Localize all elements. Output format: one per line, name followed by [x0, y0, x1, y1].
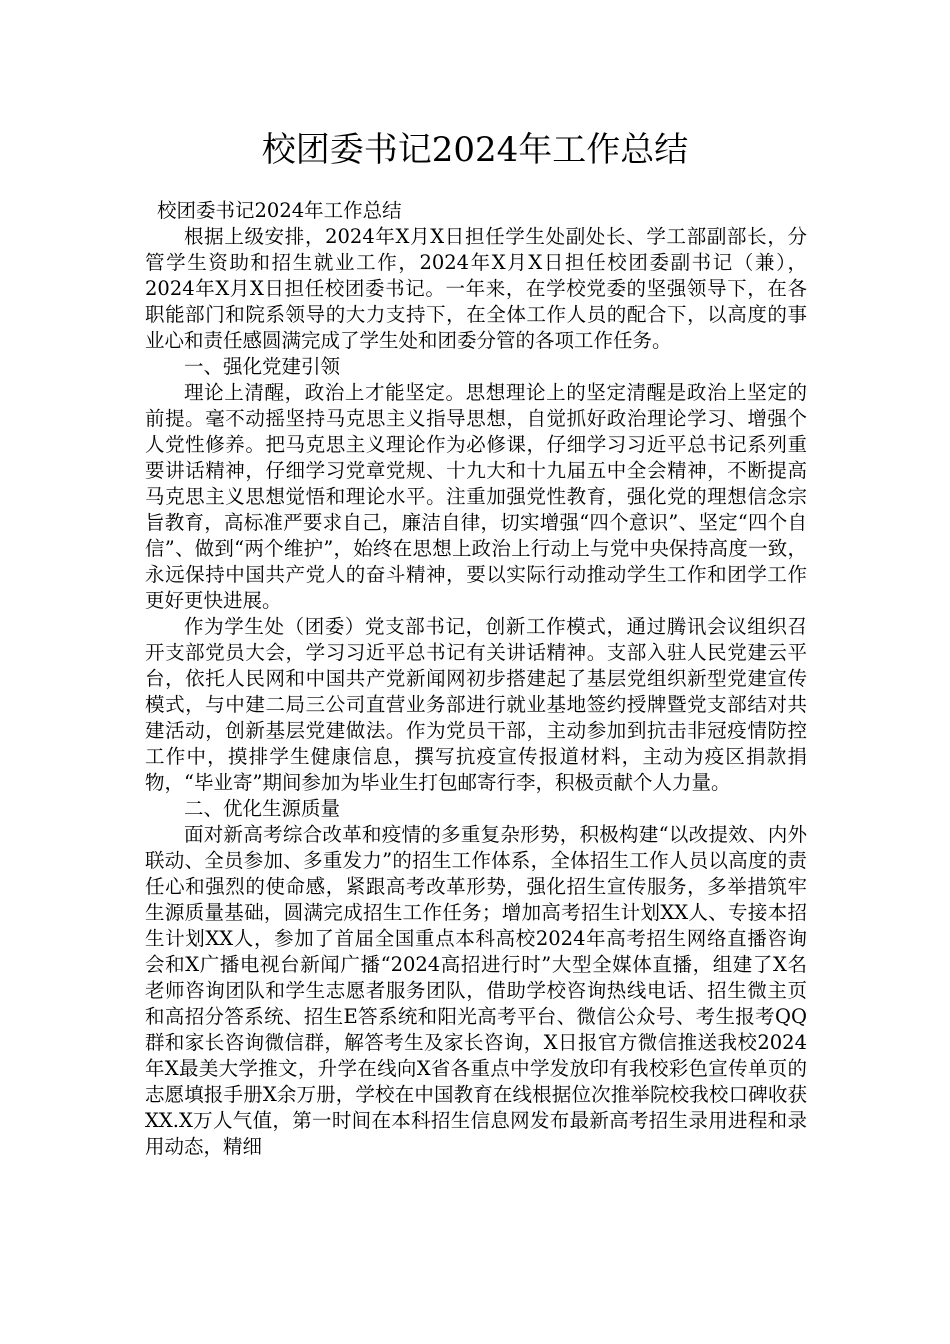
document-subtitle: 校团委书记2024年工作总结 — [157, 199, 402, 222]
paragraph-section1-part1: 理论上清醒，政治上才能坚定。思想理论上的坚定清醒是政治上坚定的前提。毫不动摇坚持马克思主义指导思想，自觉抓好政治理论学习、增强个人党性修养。把马克思主义理论作为必修课，仔细学习习近平总书记系列重要讲话精神，仔细学习党章党规、十九大和十九届五中全会精神，不断提高马克思主义思想觉悟和理论水平。注重加强党性教育，强化党的理想信念宗旨教育，高标准严要求自己，廉洁自律，切实增强“四个意识”、坚定“四个自信”、做到“两个维护”，始终在思想上政治上行动上与党中央保持高度一致，永远保持中国共产党人的奋斗精神，要以实际行动推动学生工作和团学工作更好更快进展。 — [145, 381, 807, 612]
document-body — [145, 198, 807, 1160]
document-title: 校团委书记2024年工作总结 — [261, 130, 689, 170]
section-heading-1: 一、强化党建引领 — [184, 355, 341, 378]
paragraph-section1-part2: 作为学生处（团委）党支部书记，创新工作模式，通过腾讯会议组织召开支部党员大会，学习习近平总书记有关讲话精神。支部入驻人民党建云平台，依托人民网和中国共产党新闻网初步搭建起了基层党组织新型党建宣传模式，与中建二局三公司直营业务部进行就业基地签约授牌暨党支部结对共建活动，创新基层党建做法。作为党员干部，主动参加到抗击非冠疫情防控工作中，摸排学生健康信息，撰写抗疫宣传报道材料，主动为疫区捐款捐物，“毕业寄”期间参加为毕业生打包邮寄行李，积极贡献个人力量。 — [145, 615, 807, 794]
paragraph-section2-part1: 面对新高考综合改革和疫情的多重复杂形势，积极构建“以改提效、内外联动、全员参加、多重发力”的招生工作体系，全体招生工作人员以高度的责任心和强烈的使命感，紧跟高考改革形势，强化招生宣传服务，多举措筑牢生源质量基础，圆满完成招生工作任务；增加高考招生计划XX人、专接本招生计划XX人，参加了首届全国重点本科高校2024年高考招生网络直播咨询会和X广播电视台新闻广播“2024高招进行时”大型全媒体直播，组建了X名老师咨询团队和学生志愿者服务团队，借助学校咨询热线电话、招生微主页和高招分答系统、招生E答系统和阳光高考平台、微信公众号、考生报考QQ群和家长咨询微信群，解答考生及家长咨询，X日报官方微信推送我校2024年X最美大学推文，升学在线向X省各重点中学发放印有我校彩色宣传单页的志愿填报手册X余万册，学校在中国教育在线根据位次推举院校我校口碑收获XX.X万人气值，第一时间在本科招生信息网发布最新高考招生录用进程和录用动态，精细 — [145, 823, 807, 1158]
paragraph-intro: 根据上级安排，2024年X月X日担任学生处副处长、学工部副部长，分管学生资助和招生就业工作，2024年X月X日担任校团委副书记（兼），2024年X月X日担任校团委书记。一年来，在学校党委的坚强领导下，在各职能部门和院系领导的大力支持下，在全体工作人员的配合下，以高度的事业心和责任感圆满完成了学生处和团委分管的各项工作任务。 — [145, 225, 807, 352]
section-heading-2: 二、优化生源质量 — [184, 797, 341, 820]
